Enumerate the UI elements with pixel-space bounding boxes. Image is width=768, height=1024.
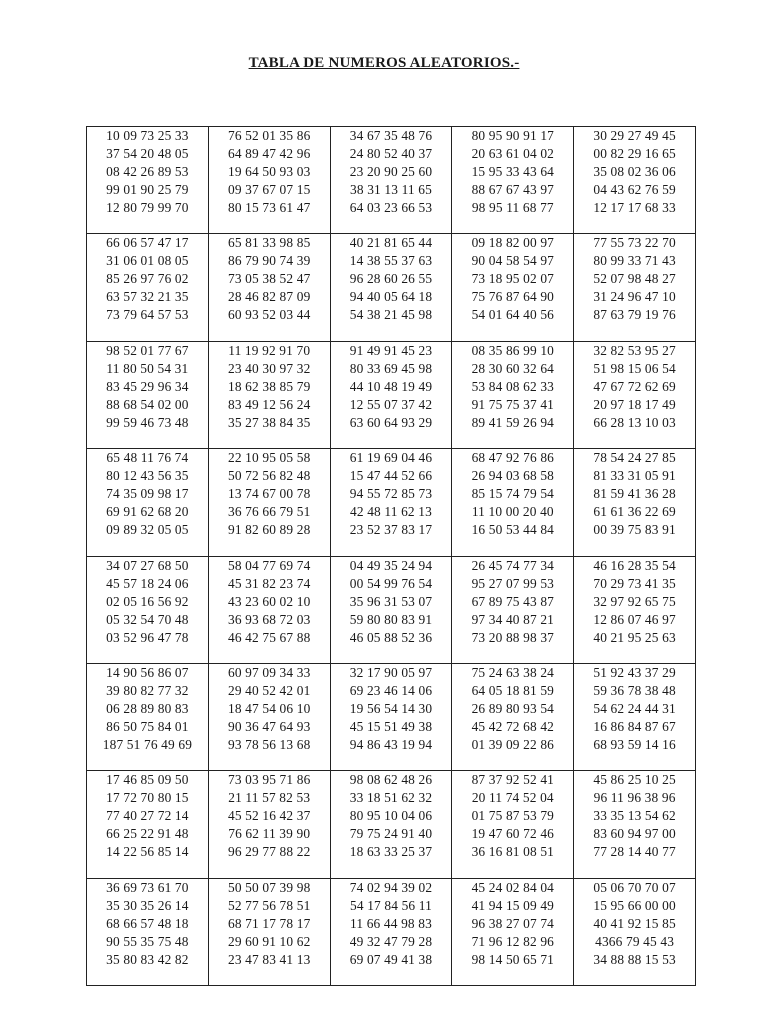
number-block (208, 341, 330, 448)
number-line: 23 20 90 25 60 (349, 164, 433, 179)
number-block (452, 234, 574, 341)
number-line: 96 28 60 26 55 (349, 271, 433, 287)
number-line: 79 75 24 91 40 (349, 826, 433, 842)
number-line: 77 28 14 40 77 (593, 844, 676, 860)
number-block (208, 127, 330, 234)
number-line: 99 59 46 73 48 (106, 414, 189, 430)
number-line: 95 27 07 99 53 (471, 575, 555, 591)
number-line: 05 06 70 70 07 (593, 879, 676, 895)
number-block (87, 341, 209, 448)
number-line: 77 40 27 72 14 (106, 808, 189, 824)
number-block (574, 449, 696, 556)
number-line: 34 67 35 48 76 (349, 128, 433, 143)
number-line: 87 63 79 19 76 (593, 307, 676, 323)
number-line: 94 86 43 19 94 (349, 736, 433, 752)
page-title: TABLA DE NUMEROS ALEATORIOS.- (248, 55, 520, 71)
number-line: 23 40 30 97 32 (227, 360, 311, 376)
number-line: 15 47 44 52 66 (349, 468, 433, 484)
table-row (87, 449, 696, 556)
number-line: 52 77 56 78 51 (227, 897, 311, 913)
number-line: 80 15 73 61 47 (227, 200, 311, 215)
number-line: 43 23 60 02 10 (227, 593, 311, 609)
number-line: 16 86 84 87 67 (593, 718, 676, 734)
number-line: 47 67 72 62 69 (593, 378, 676, 394)
number-line: 19 47 60 72 46 (471, 826, 555, 842)
number-line: 01 75 87 53 79 (471, 808, 555, 824)
table-row (87, 341, 696, 448)
number-line: 20 97 18 17 49 (593, 396, 676, 412)
number-line: 31 06 01 08 05 (106, 253, 189, 269)
number-line: 33 18 51 62 32 (349, 790, 433, 806)
number-line: 50 72 56 82 48 (227, 468, 311, 484)
number-line: 15 95 66 00 00 (593, 897, 676, 913)
number-block (87, 449, 209, 556)
number-line: 00 82 29 16 65 (593, 146, 676, 161)
number-line: 35 30 35 26 14 (106, 897, 189, 913)
number-line: 71 96 12 82 96 (471, 933, 555, 949)
number-line: 80 95 90 91 17 (471, 128, 555, 143)
number-line: 78 54 24 27 85 (593, 450, 676, 466)
number-line: 35 96 31 53 07 (349, 593, 433, 609)
number-line: 46 42 75 67 88 (227, 629, 311, 645)
number-line: 80 12 43 56 35 (106, 468, 189, 484)
number-block (330, 878, 452, 985)
number-line: 15 95 33 43 64 (471, 164, 555, 179)
number-line: 51 98 15 06 54 (593, 360, 676, 376)
number-line: 40 41 92 15 85 (593, 915, 676, 931)
number-line: 73 18 95 02 07 (471, 271, 555, 287)
number-block (452, 556, 574, 663)
number-line: 81 59 41 36 28 (593, 486, 676, 502)
number-block (574, 341, 696, 448)
number-block (208, 771, 330, 878)
number-block (87, 556, 209, 663)
number-line: 94 55 72 85 73 (349, 486, 433, 502)
number-line: 14 22 56 85 14 (106, 844, 189, 860)
number-line: 21 11 57 82 53 (228, 790, 311, 806)
number-line: 08 42 26 89 53 (106, 164, 189, 179)
number-line: 42 48 11 62 13 (350, 504, 432, 520)
number-line: 11 19 92 91 70 (228, 342, 311, 358)
number-line: 54 17 84 56 11 (350, 897, 432, 913)
number-line: 22 10 95 05 58 (227, 450, 311, 466)
number-line: 02 05 16 56 92 (106, 593, 189, 609)
number-line: 61 61 36 22 69 (593, 504, 676, 520)
number-line: 04 43 62 76 59 (593, 182, 676, 197)
number-line: 32 82 53 95 27 (593, 342, 676, 358)
number-line: 83 60 94 97 00 (593, 826, 676, 842)
number-line: 90 55 35 75 48 (106, 933, 189, 949)
number-line: 16 50 53 44 84 (471, 522, 555, 538)
number-line: 80 99 33 71 43 (593, 253, 676, 269)
number-line: 74 35 09 98 17 (106, 486, 189, 502)
number-line: 64 05 18 81 59 (471, 682, 555, 698)
number-block (574, 556, 696, 663)
number-line: 4366 79 45 43 (595, 933, 675, 949)
number-line: 46 16 28 35 54 (593, 557, 676, 573)
number-line: 30 29 27 49 45 (593, 128, 676, 143)
number-line: 75 76 87 64 90 (471, 289, 555, 305)
number-line: 45 24 02 84 04 (471, 879, 555, 895)
number-line: 96 11 96 38 96 (593, 790, 676, 806)
number-line: 14 90 56 86 07 (106, 664, 189, 680)
number-line: 54 38 21 45 98 (349, 307, 433, 323)
number-line: 64 03 23 66 53 (349, 200, 433, 215)
number-line: 45 31 82 23 74 (227, 575, 311, 591)
number-block (330, 556, 452, 663)
number-line: 51 92 43 37 29 (593, 664, 676, 680)
number-line: 04 49 35 24 94 (349, 557, 433, 573)
number-line: 69 91 62 68 20 (106, 504, 189, 520)
number-line: 87 37 92 52 41 (471, 772, 555, 788)
number-line: 12 80 79 99 70 (106, 200, 189, 215)
number-block (87, 234, 209, 341)
number-line: 76 62 11 39 90 (228, 826, 311, 842)
number-block (574, 663, 696, 770)
number-block (330, 234, 452, 341)
number-line: 45 15 51 49 38 (349, 718, 433, 734)
number-line: 98 14 50 65 71 (471, 951, 555, 967)
number-line: 64 89 47 42 96 (227, 146, 311, 161)
number-line: 80 95 10 04 06 (349, 808, 433, 824)
number-block (452, 878, 574, 985)
number-line: 63 60 64 93 29 (349, 414, 433, 430)
number-block (208, 663, 330, 770)
table-row (87, 663, 696, 770)
number-line: 17 72 70 80 15 (106, 790, 189, 806)
number-line: 91 75 75 37 41 (471, 396, 555, 412)
number-line: 12 17 17 68 33 (593, 200, 676, 215)
number-line: 50 50 07 39 98 (227, 879, 311, 895)
number-line: 73 03 95 71 86 (227, 772, 311, 788)
number-line: 09 18 82 00 97 (471, 235, 555, 251)
number-block (208, 449, 330, 556)
table-row (87, 878, 696, 985)
number-line: 36 93 68 72 03 (227, 611, 311, 627)
number-line: 75 24 63 38 24 (471, 664, 555, 680)
number-line: 35 08 02 36 06 (593, 164, 676, 179)
number-line: 09 89 32 05 05 (106, 522, 189, 538)
number-line: 59 80 80 83 91 (349, 611, 433, 627)
number-line: 12 86 07 46 97 (593, 611, 676, 627)
number-line: 98 95 11 68 77 (471, 200, 554, 215)
number-line: 73 20 88 98 37 (471, 629, 555, 645)
number-line: 23 52 37 83 17 (349, 522, 433, 538)
number-line: 46 05 88 52 36 (349, 629, 433, 645)
number-line: 40 21 81 65 44 (349, 235, 433, 251)
random-numbers-table (86, 126, 696, 986)
number-line: 45 57 18 24 06 (106, 575, 189, 591)
number-block (330, 449, 452, 556)
number-line: 36 16 81 08 51 (471, 844, 555, 860)
number-line: 28 30 60 32 64 (471, 360, 555, 376)
number-line: 86 50 75 84 01 (106, 718, 189, 734)
number-block (87, 663, 209, 770)
number-line: 88 67 67 43 97 (471, 182, 555, 197)
number-block (330, 341, 452, 448)
number-line: 18 47 54 06 10 (227, 700, 311, 716)
number-line: 18 63 33 25 37 (349, 844, 433, 860)
number-line: 17 46 85 09 50 (106, 772, 189, 788)
number-line: 83 49 12 56 24 (227, 396, 311, 412)
number-block (452, 771, 574, 878)
number-line: 77 55 73 22 70 (593, 235, 676, 251)
number-line: 73 79 64 57 53 (106, 307, 189, 323)
number-line: 34 07 27 68 50 (106, 557, 189, 573)
number-line: 03 52 96 47 78 (106, 629, 189, 645)
number-block (208, 234, 330, 341)
number-block (208, 556, 330, 663)
table-row (87, 234, 696, 341)
number-line: 11 66 44 98 83 (350, 915, 432, 931)
number-line: 49 32 47 79 28 (349, 933, 433, 949)
number-block (87, 878, 209, 985)
number-line: 90 04 58 54 97 (471, 253, 555, 269)
number-line: 70 29 73 41 35 (593, 575, 676, 591)
number-line: 80 33 69 45 98 (349, 360, 433, 376)
table-row (87, 556, 696, 663)
number-line: 34 88 88 15 53 (593, 951, 676, 967)
number-line: 38 31 13 11 65 (350, 182, 432, 197)
number-line: 60 97 09 34 33 (227, 664, 311, 680)
number-line: 26 89 80 93 54 (471, 700, 555, 716)
number-block (452, 341, 574, 448)
number-line: 18 62 38 85 79 (227, 378, 311, 394)
number-block (574, 878, 696, 985)
number-line: 85 26 97 76 02 (106, 271, 189, 287)
number-line: 65 48 11 76 74 (106, 450, 189, 466)
number-line: 66 28 13 10 03 (593, 414, 676, 430)
number-line: 45 42 72 68 42 (471, 718, 555, 734)
number-line: 68 47 92 76 86 (471, 450, 555, 466)
number-line: 98 08 62 48 26 (349, 772, 433, 788)
number-line: 63 57 32 21 35 (106, 289, 189, 305)
number-line: 35 80 83 42 82 (106, 951, 189, 967)
number-line: 54 01 64 40 56 (471, 307, 555, 323)
number-line: 24 80 52 40 37 (349, 146, 433, 161)
number-line: 41 94 15 09 49 (471, 897, 555, 913)
number-line: 69 07 49 41 38 (349, 951, 433, 967)
number-line: 33 35 13 54 62 (593, 808, 676, 824)
number-block (574, 234, 696, 341)
number-line: 94 40 05 64 18 (349, 289, 433, 305)
table-row (87, 127, 696, 234)
number-line: 08 35 86 99 10 (471, 342, 555, 358)
number-line: 19 64 50 93 03 (227, 164, 311, 179)
number-block (87, 127, 209, 234)
number-line: 09 37 67 07 15 (227, 182, 311, 197)
number-line: 29 40 52 42 01 (227, 682, 311, 698)
number-line: 31 24 96 47 10 (593, 289, 676, 305)
number-block (87, 771, 209, 878)
number-line: 96 29 77 88 22 (227, 844, 311, 860)
number-line: 69 23 46 14 06 (349, 682, 433, 698)
number-line: 90 36 47 64 93 (227, 718, 311, 734)
number-line: 00 54 99 76 54 (349, 575, 433, 591)
number-line: 26 45 74 77 34 (471, 557, 555, 573)
number-line: 12 55 07 37 42 (349, 396, 433, 412)
number-line: 60 93 52 03 44 (227, 307, 311, 323)
number-block (330, 663, 452, 770)
number-line: 73 05 38 52 47 (227, 271, 311, 287)
number-line: 36 69 73 61 70 (106, 879, 189, 895)
number-line: 45 52 16 42 37 (227, 808, 311, 824)
number-block (574, 771, 696, 878)
number-line: 06 28 89 80 83 (106, 700, 189, 716)
number-line: 68 93 59 14 16 (593, 736, 676, 752)
number-line: 40 21 95 25 63 (593, 629, 676, 645)
number-line: 26 94 03 68 58 (471, 468, 555, 484)
number-line: 99 01 90 25 79 (106, 182, 189, 197)
number-line: 91 82 60 89 28 (227, 522, 311, 538)
number-line: 20 11 74 52 04 (471, 790, 554, 806)
number-line: 97 34 40 87 21 (471, 611, 555, 627)
number-line: 00 39 75 83 91 (593, 522, 676, 538)
number-line: 58 04 77 69 74 (227, 557, 311, 573)
number-line: 11 80 50 54 31 (106, 360, 189, 376)
number-line: 65 81 33 98 85 (227, 235, 311, 251)
number-line: 68 71 17 78 17 (227, 915, 311, 931)
number-line: 44 10 48 19 49 (349, 378, 433, 394)
number-line: 05 32 54 70 48 (106, 611, 189, 627)
number-line: 68 66 57 48 18 (106, 915, 189, 931)
number-line: 83 45 29 96 34 (106, 378, 189, 394)
number-line: 66 25 22 91 48 (106, 826, 189, 842)
number-line: 67 89 75 43 87 (471, 593, 555, 609)
number-line: 35 27 38 84 35 (227, 414, 311, 430)
number-line: 98 52 01 77 67 (106, 342, 189, 358)
number-block (330, 127, 452, 234)
number-line: 54 62 24 44 31 (593, 700, 676, 716)
number-line: 93 78 56 13 68 (227, 736, 311, 752)
number-line: 53 84 08 62 33 (471, 378, 555, 394)
number-line: 59 36 78 38 48 (593, 682, 676, 698)
number-line: 10 09 73 25 33 (106, 128, 189, 143)
number-line: 66 06 57 47 17 (106, 235, 189, 251)
number-line: 14 38 55 37 63 (349, 253, 433, 269)
number-line: 187 51 76 49 69 (102, 736, 193, 752)
number-line: 76 52 01 35 86 (227, 128, 311, 143)
number-block (452, 127, 574, 234)
number-block (208, 878, 330, 985)
number-line: 13 74 67 00 78 (227, 486, 311, 502)
number-line: 32 17 90 05 97 (349, 664, 433, 680)
number-line: 96 38 27 07 74 (471, 915, 555, 931)
number-line: 01 39 09 22 86 (471, 736, 555, 752)
number-line: 52 07 98 48 27 (593, 271, 676, 287)
number-block (452, 449, 574, 556)
table-row (87, 771, 696, 878)
number-line: 39 80 82 77 32 (106, 682, 189, 698)
number-line: 37 54 20 48 05 (106, 146, 189, 161)
number-line: 36 76 66 79 51 (227, 504, 311, 520)
number-line: 81 33 31 05 91 (593, 468, 676, 484)
number-line: 28 46 82 87 09 (227, 289, 311, 305)
number-line: 91 49 91 45 23 (349, 342, 433, 358)
number-line: 32 97 92 65 75 (593, 593, 676, 609)
number-line: 20 63 61 04 02 (471, 146, 555, 161)
number-line: 45 86 25 10 25 (593, 772, 676, 788)
number-line: 11 10 00 20 40 (471, 504, 554, 520)
number-line: 86 79 90 74 39 (227, 253, 311, 269)
number-line: 85 15 74 79 54 (471, 486, 555, 502)
number-block (574, 127, 696, 234)
number-line: 89 41 59 26 94 (471, 414, 555, 430)
number-block (452, 663, 574, 770)
number-line: 74 02 94 39 02 (349, 879, 433, 895)
number-line: 29 60 91 10 62 (227, 933, 311, 949)
number-block (330, 771, 452, 878)
number-line: 19 56 54 14 30 (349, 700, 433, 716)
number-line: 61 19 69 04 46 (349, 450, 433, 466)
number-line: 88 68 54 02 00 (106, 396, 189, 412)
number-line: 23 47 83 41 13 (227, 951, 311, 967)
